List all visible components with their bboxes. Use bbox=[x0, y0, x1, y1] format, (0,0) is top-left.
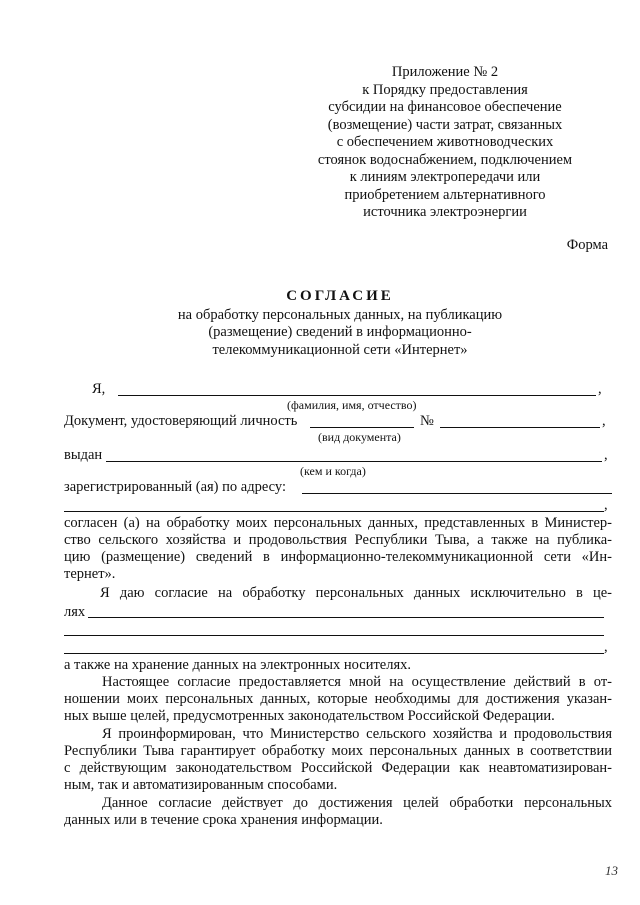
fio-field[interactable] bbox=[118, 395, 596, 396]
doc-label: Документ, удостоверяющий личность bbox=[64, 413, 298, 429]
doc-type-field[interactable] bbox=[310, 427, 414, 428]
paragraph-validity bbox=[64, 795, 612, 829]
page-number: 13 bbox=[605, 863, 618, 878]
paragraph-line: ство сельского хозяйства и продовольствия Республики Тыва, а также на публика- bbox=[64, 532, 612, 548]
paragraph-line: ношении моих персональных данных, которые необходимы для достижения указан- bbox=[64, 691, 612, 707]
comma: , bbox=[598, 381, 602, 397]
title-sub-line: на обработку персональных данных, на публикацию bbox=[177, 306, 503, 323]
paragraph-line: Данное согласие действует до достижения целей обработки персональных bbox=[102, 795, 612, 811]
paragraph-line: Я проинформирован, что Министерство сельского хозяйства и продовольствия bbox=[102, 726, 612, 742]
issued-field[interactable] bbox=[106, 461, 602, 462]
title-sub-line: телекоммуникационной сети «Интернет» bbox=[212, 341, 468, 358]
paragraph-line: тернет». bbox=[64, 566, 116, 582]
paragraph-line: согласен (а) на обработку моих персональных данных, представленных в Министер- bbox=[64, 515, 612, 531]
appendix-line: приобретением альтернативного bbox=[344, 186, 546, 203]
comma: , bbox=[604, 447, 608, 463]
appendix-line: источника электроэнергии bbox=[363, 204, 527, 220]
purpose-field-3[interactable] bbox=[64, 653, 604, 654]
paragraph-informed bbox=[64, 726, 612, 794]
issued-label: выдан bbox=[64, 447, 103, 463]
comma: , bbox=[604, 639, 608, 655]
address-field[interactable] bbox=[302, 493, 612, 494]
paragraph-line: данных или в течение срока хранения информации. bbox=[64, 812, 383, 828]
fio-hint: (фамилия, имя, отчество) bbox=[287, 398, 417, 412]
appendix-line: Приложение № 2 bbox=[391, 64, 499, 80]
issued-hint: (кем и когда) bbox=[300, 464, 366, 478]
paragraph-line: Республики Тыва гарантирует обработку моих персональных данных в соответствии bbox=[64, 743, 612, 759]
form-label: Форма bbox=[566, 237, 608, 253]
paragraph-purpose bbox=[100, 585, 612, 602]
doc-number-field[interactable] bbox=[440, 427, 600, 428]
paragraph-line: цию (размещение) сведений в информационно-телекоммуникационной сети «Ин- bbox=[64, 549, 612, 565]
appendix-line: с обеспечением животноводческих bbox=[336, 134, 554, 150]
purpose-field-2[interactable] bbox=[64, 635, 604, 636]
paragraph-line: Настоящее согласие предоставляется мной на осуществление действий в от- bbox=[102, 674, 612, 690]
appendix-line: к линиям электропередачи или bbox=[349, 169, 541, 185]
ya-label: Я, bbox=[92, 381, 106, 397]
purpose-field-1[interactable] bbox=[88, 617, 604, 618]
paragraph-storage: а также на хранение данных на электронных носителях. bbox=[64, 657, 412, 673]
document-title bbox=[90, 288, 590, 359]
title-sub-line: (размещение) сведений в информационно- bbox=[208, 324, 472, 340]
comma: , bbox=[602, 413, 606, 429]
purpose-label: лях bbox=[64, 604, 86, 620]
doc-hint: (вид документа) bbox=[318, 430, 401, 444]
paragraph-actions bbox=[64, 674, 612, 725]
address-field-2[interactable] bbox=[64, 511, 604, 512]
paragraph-line: ных выше целей, предусмотренных законодательством Российской Федерации. bbox=[64, 708, 555, 724]
appendix-line: стоянок водоснабжением, подключением bbox=[317, 151, 573, 168]
paragraph-consent bbox=[64, 515, 612, 583]
appendix-header bbox=[300, 64, 590, 222]
appendix-line: к Порядку предоставления bbox=[362, 81, 528, 98]
appendix-line: (возмещение) части затрат, связанных bbox=[327, 116, 563, 133]
comma: , bbox=[604, 497, 608, 513]
title-main: СОГЛАСИЕ bbox=[286, 288, 394, 304]
appendix-line: субсидии на финансовое обеспечение bbox=[328, 99, 562, 115]
paragraph-line: ным, так и автоматизированным способами. bbox=[64, 777, 338, 793]
number-sign: № bbox=[420, 413, 434, 429]
registered-label: зарегистрированный (ая) по адресу: bbox=[64, 479, 286, 495]
paragraph-line: Я даю согласие на обработку персональных данных исключительно в це- bbox=[100, 585, 612, 601]
paragraph-line: с действующим законодательством Российской Федерации как неавтоматизирован- bbox=[64, 760, 612, 776]
